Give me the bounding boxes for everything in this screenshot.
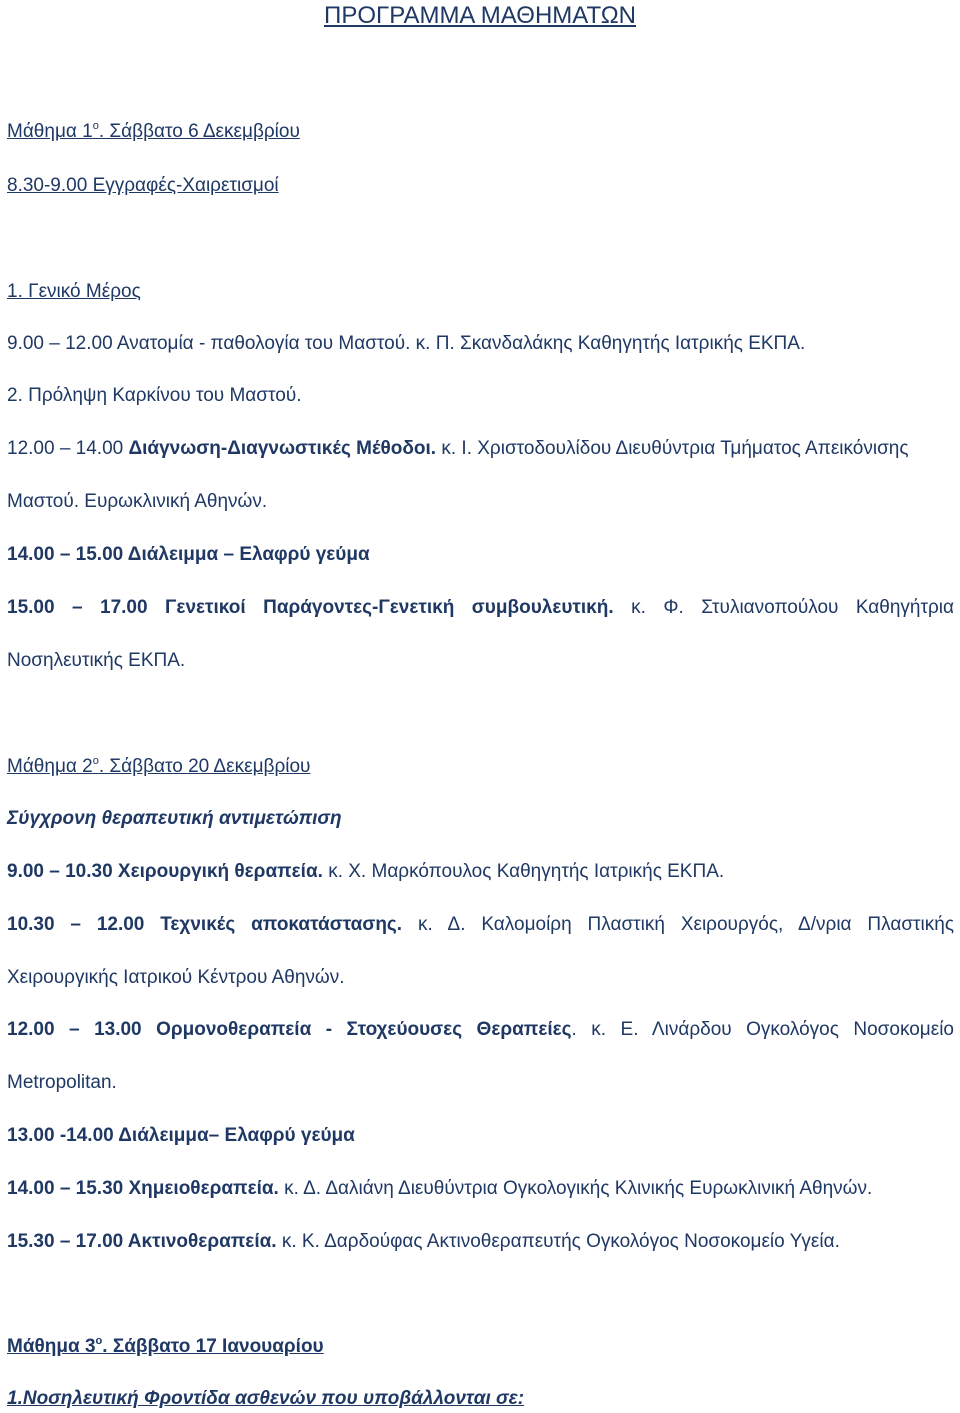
lesson2-chemo-speaker: κ. Δ. Δαλιάνη Διευθύντρια Ογκολογικής Κλινικής Ευρωκλινική Αθηνών. [284, 1178, 873, 1199]
lesson1-genetics-speaker-cont: Νοσηλευτικής ΕΚΠΑ. [7, 650, 186, 671]
lesson1-break: 14.00 – 15.00 Διάλειμμα – Ελαφρύ γεύμα [7, 544, 370, 565]
lesson2-restoration-speaker-cont: Χειρουργικής Ιατρικού Κέντρου Αθηνών. [7, 967, 345, 988]
lesson2-break: 13.00 -14.00 Διάλειμμα– Ελαφρύ γεύμα [7, 1125, 355, 1146]
lesson2-radio-row [7, 1230, 954, 1254]
lesson1-diagnosis-speaker: κ. Ι. Χριστοδουλίδου Διευθύντρια Τμήματος Απεικόνισης [441, 438, 909, 459]
lesson1-heading-number: Μάθημα 1 [7, 121, 93, 142]
lesson3-subtitle: 1.Νοσηλευτική Φροντίδα ασθενών που υποβάλλονται σε: [7, 1388, 525, 1409]
lesson1-genetics-title: Γενετικοί Παράγοντες-Γενετική συμβουλευτική. [165, 597, 614, 618]
lesson2-heading [7, 755, 954, 779]
lesson2-radio-title: 15.30 – 17.00 Ακτινοθεραπεία. [7, 1231, 277, 1252]
lesson1-genetics-time: 15.00 – 17.00 [7, 597, 148, 618]
lesson1-anatomy-row [7, 332, 954, 356]
lesson1-anatomy-speaker: κ. Π. Σκανδαλάκης Καθηγητής Ιατρικής ΕΚΠΑ. [415, 333, 806, 354]
lesson2-surgery-speaker: κ. Χ. Μαρκόπουλος Καθηγητής Ιατρικής ΕΚΠΑ. [328, 861, 725, 882]
lesson2-radio-speaker: κ. Κ. Δαρδούφας Ακτινοθεραπευτής Ογκολόγος Νοσοκομείο Υγεία. [281, 1231, 840, 1252]
lesson1-heading-sup: ο [92, 120, 99, 132]
lesson2-surgery-title: 9.00 – 10.30 Χειρουργική θεραπεία. [7, 861, 323, 882]
lesson2-hormone-speaker-cont: Metropolitan. [7, 1072, 117, 1093]
lesson1-prevention: 2. Πρόληψη Καρκίνου του Μαστού. [7, 385, 302, 406]
lesson2-hormone-row [7, 1018, 954, 1042]
lesson1-heading-date: . Σάββατο 6 Δεκεμβρίου [98, 121, 300, 142]
lesson1-genetics-row [7, 596, 954, 620]
lesson3-heading [7, 1335, 954, 1359]
lesson3-heading-number: Μάθημα 3 [7, 1336, 96, 1357]
lesson2-hormone-speaker: . κ. Ε. Λινάρδου Ογκολόγος Νοσοκομείο [571, 1019, 954, 1040]
lesson2-subtitle: Σύγχρονη θεραπευτική αντιμετώπιση [7, 808, 342, 829]
lesson1-part-general: 1. Γενικό Μέρος [7, 281, 141, 302]
lesson2-heading-sup: ο [92, 755, 99, 767]
lesson1-genetics-speaker: κ. Φ. Στυλιανοπούλου Καθηγήτρια [631, 597, 955, 618]
lesson1-heading [7, 120, 954, 144]
lesson3-heading-date: . Σάββατο 17 Ιανουαρίου [102, 1336, 324, 1357]
lesson2-restoration-speaker: κ. Δ. Καλομοίρη Πλαστική Χειρουργός, Δ/νρια Πλαστικής [417, 914, 954, 935]
lesson2-chemo-title: 14.00 – 15.30 Χημειοθεραπεία. [7, 1178, 279, 1199]
lesson2-restoration-row [7, 913, 954, 937]
lesson2-heading-date: . Σάββατο 20 Δεκεμβρίου [98, 756, 311, 777]
lesson1-diagnosis-speaker-cont: Μαστού. Ευρωκλινική Αθηνών. [7, 491, 268, 512]
lesson2-hormone-title: 12.00 – 13.00 Ορμονοθεραπεία - Στοχεύουσες Θεραπείες [7, 1019, 572, 1040]
lesson3-heading-sup: ο [95, 1335, 103, 1347]
lesson2-chemo-row [7, 1177, 954, 1201]
lesson2-surgery-row [7, 860, 954, 884]
lesson2-heading-number: Μάθημα 2 [7, 756, 93, 777]
document-title: ΠΡΟΓΡΑΜΜΑ ΜΑΘΗΜΑΤΩΝ [323, 2, 636, 29]
lesson1-anatomy-time: 9.00 – 12.00 [7, 333, 113, 354]
lesson1-registration: 8.30-9.00 Εγγραφές-Χαιρετισμοί [7, 175, 279, 196]
lesson1-anatomy-title: Ανατομία - παθολογία του Μαστού. [116, 333, 411, 354]
lesson2-restoration-title: 10.30 – 12.00 Τεχνικές αποκατάστασης. [7, 914, 403, 935]
lesson1-diagnosis-row [7, 437, 954, 461]
lesson1-diagnosis-time: 12.00 – 14.00 [7, 438, 124, 459]
lesson1-diagnosis-title: Διάγνωση-Διαγνωστικές Μέθοδοι. [128, 438, 437, 459]
